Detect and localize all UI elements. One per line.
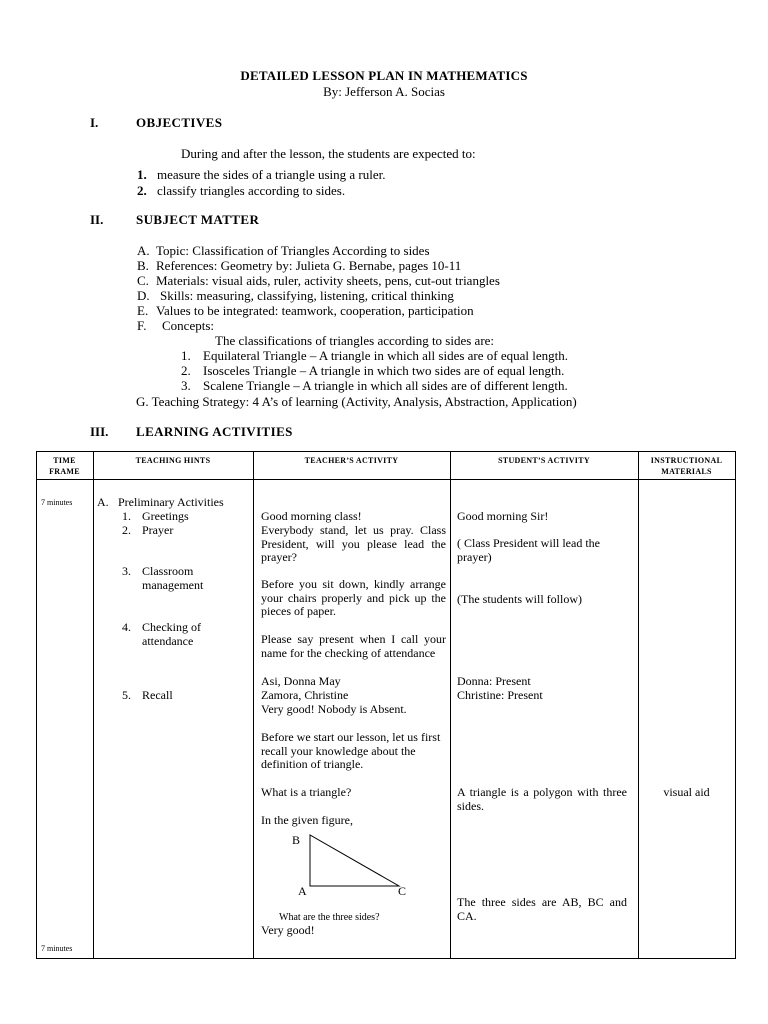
- subject-item-b-letter: B.: [137, 258, 149, 273]
- subject-item-d-letter: D.: [137, 288, 150, 303]
- table-border-top: [36, 451, 736, 452]
- hint-3-label-line2: management: [142, 578, 204, 592]
- figure-question: What are the three sides?: [279, 912, 380, 923]
- subject-item-f-text: Concepts:: [162, 318, 214, 333]
- concept-2-text: Isosceles Triangle – A triangle in which two sides are of equal length.: [203, 363, 565, 378]
- table-col-divider-4: [638, 451, 639, 959]
- subject-item-a-text: Topic: Classification of Triangles According to sides: [156, 243, 430, 258]
- header-instructional-materials: [638, 455, 735, 477]
- subject-item-a-letter: A.: [137, 243, 150, 258]
- header-students-activity: STUDENT’S ACTIVITY: [498, 456, 590, 465]
- student-triangle-definition: A triangle is a polygon with three sides.: [457, 785, 627, 813]
- subject-item-d-text: Skills: measuring, classifying, listening, critical thinking: [160, 288, 454, 303]
- hint-1-label: Greetings: [142, 509, 189, 523]
- teacher-attendance: Please say present when I call your name for the checking of attendance: [261, 632, 446, 660]
- teacher-name-2: Zamora, Christine: [261, 688, 349, 702]
- student-present-1: Donna: Present: [457, 674, 531, 688]
- objective-2-number: 2.: [137, 183, 147, 198]
- hint-5-number: 5.: [122, 688, 131, 702]
- student-present-2: Christine: Present: [457, 688, 543, 702]
- hints-section-letter: A.: [97, 495, 109, 509]
- hint-2-number: 2.: [122, 523, 131, 537]
- table-border-right: [735, 451, 736, 959]
- learning-activities-table: [36, 451, 736, 959]
- student-prayer: ( Class President will lead the prayer): [457, 536, 600, 564]
- concept-2-number: 2.: [181, 363, 191, 378]
- header-time-frame: [36, 455, 93, 477]
- objectives-intro: During and after the lesson, the students are expected to:: [181, 146, 476, 161]
- hint-5-label: Recall: [142, 688, 173, 702]
- subject-item-c-text: Materials: visual aids, ruler, activity sheets, pens, cut-out triangles: [156, 273, 500, 288]
- objective-1-number: 1.: [137, 167, 147, 182]
- table-col-divider-1: [93, 451, 94, 959]
- objectives-section-number: I.: [90, 115, 99, 130]
- teacher-management: Before you sit down, kindly arrange your chairs properly and pick up the pieces of paper.: [261, 577, 446, 619]
- time-frame-bottom: 7 minutes: [41, 944, 73, 953]
- subject-item-e-letter: E.: [137, 303, 149, 318]
- teacher-recall: Before we start our lesson, let us first recall your knowledge about the definition of triangle.: [261, 730, 441, 772]
- header-instructional-materials-line2: MATERIALS: [661, 467, 712, 476]
- learning-activities-heading: LEARNING ACTIVITIES: [136, 424, 293, 439]
- teaching-strategy: G. Teaching Strategy: 4 A’s of learning (Activity, Analysis, Abstraction, Application): [136, 394, 577, 409]
- subject-item-f-letter: F.: [137, 318, 147, 333]
- concepts-intro: The classifications of triangles according to sides are:: [215, 333, 495, 348]
- objectives-heading: OBJECTIVES: [136, 115, 223, 130]
- teacher-prayer: Everybody stand, let us pray. Class President, will you please lead the prayer?: [261, 523, 446, 565]
- hint-4-label-line1: Checking of: [142, 620, 201, 634]
- triangle-vertex-a: A: [298, 884, 307, 898]
- learning-activities-section-number: III.: [90, 424, 109, 439]
- subject-item-e-text: Values to be integrated: teamwork, cooperation, participation: [156, 303, 474, 318]
- hint-4-label-line2: attendance: [142, 634, 194, 648]
- triangle-shape: [310, 835, 399, 886]
- subject-item-c-letter: C.: [137, 273, 149, 288]
- author-byline: By: Jefferson A. Socias: [323, 84, 445, 99]
- hints-section-title: Preliminary Activities: [118, 495, 224, 509]
- header-teachers-activity: TEACHER’S ACTIVITY: [304, 456, 399, 465]
- material-visual-aid: visual aid: [663, 785, 710, 799]
- hint-1-number: 1.: [122, 509, 131, 523]
- table-col-divider-2: [253, 451, 254, 959]
- hint-3-label-line1: Classroom: [142, 564, 194, 578]
- objective-1-text: measure the sides of a triangle using a ruler.: [157, 167, 386, 182]
- teacher-praise: Very good!: [261, 923, 315, 937]
- time-frame-top: 7 minutes: [41, 498, 73, 507]
- concept-1-number: 1.: [181, 348, 191, 363]
- teacher-greeting: Good morning class!: [261, 509, 362, 523]
- teacher-no-absent: Very good! Nobody is Absent.: [261, 702, 407, 716]
- subject-matter-heading: SUBJECT MATTER: [136, 212, 260, 227]
- teacher-name-1: Asi, Donna May: [261, 674, 341, 688]
- hint-4-number: 4.: [122, 620, 131, 634]
- header-instructional-materials-line1: INSTRUCTIONAL: [650, 456, 723, 465]
- header-teaching-hints: TEACHING HINTS: [135, 456, 211, 465]
- concept-3-text: Scalene Triangle – A triangle in which all sides are of different length.: [203, 378, 568, 393]
- concept-3-number: 3.: [181, 378, 191, 393]
- concept-1-text: Equilateral Triangle – A triangle in which all sides are of equal length.: [203, 348, 568, 363]
- document-title: DETAILED LESSON PLAN IN MATHEMATICS: [240, 68, 528, 83]
- teacher-question: What is a triangle?: [261, 785, 352, 799]
- table-col-divider-3: [450, 451, 451, 959]
- student-three-sides: The three sides are AB, BC and CA.: [457, 895, 627, 923]
- subject-matter-section-number: II.: [90, 212, 104, 227]
- triangle-vertex-c: C: [398, 884, 407, 898]
- triangle-vertex-b: B: [292, 833, 301, 847]
- header-time-frame-line1: TIME: [53, 456, 76, 465]
- table-border-bottom: [36, 958, 736, 959]
- hint-2-label: Prayer: [142, 523, 174, 537]
- teacher-figure-intro: In the given figure,: [261, 813, 353, 827]
- subject-item-b-text: References: Geometry by: Julieta G. Bernabe, pages 10-11: [156, 258, 462, 273]
- objective-2-text: classify triangles according to sides.: [157, 183, 346, 198]
- student-greeting: Good morning Sir!: [457, 509, 549, 523]
- student-follow: (The students will follow): [457, 592, 582, 606]
- header-time-frame-line2: FRAME: [49, 467, 80, 476]
- hint-3-number: 3.: [122, 564, 131, 578]
- table-border-left: [36, 451, 37, 959]
- table-header-divider: [36, 479, 736, 480]
